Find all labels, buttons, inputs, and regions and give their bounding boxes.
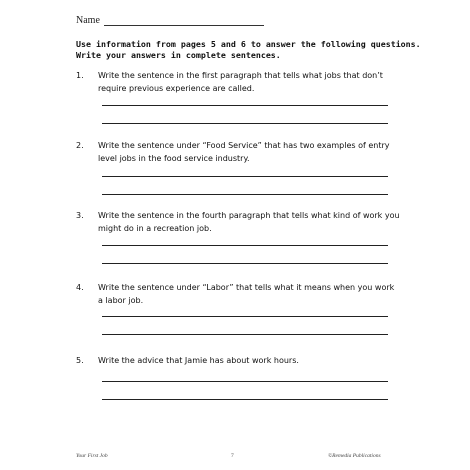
question-text-line-1: Write the sentence in the fourth paragraph that tells what kind of work you [98,211,400,220]
name-row [76,15,264,26]
question-number: 1. [76,71,84,80]
question-text [98,281,398,307]
question-number: 2. [76,141,84,150]
question-text [98,139,398,165]
answer-line-2b[interactable] [102,194,388,195]
question-text-line-2: require previous experience are called. [98,84,255,93]
question-number: 5. [76,356,84,365]
instructions-line-1: Use information from pages 5 and 6 to answer the following questions. [76,39,421,49]
answer-line-1a[interactable] [102,105,388,106]
question-text-line-2: level jobs in the food service industry. [98,154,250,163]
answer-line-4a[interactable] [102,316,388,317]
answer-line-3b[interactable] [102,263,388,264]
footer-page-number: 7 [231,453,234,459]
answer-line-2a[interactable] [102,176,388,177]
question-number: 3. [76,211,84,220]
instructions-line-2: Write your answers in complete sentences. [76,50,281,60]
name-label: Name [76,15,100,26]
question-number: 4. [76,283,84,292]
instructions [76,39,421,61]
answer-line-5b[interactable] [102,399,388,400]
question-text-line-1: Write the sentence in the first paragraph that tells what jobs that don’t [98,71,383,80]
footer-publisher: ©Remedia Publications [328,453,381,459]
answer-line-1b[interactable] [102,123,388,124]
question-text-line-1: Write the sentence under “Food Service” that has two examples of entry [98,141,390,150]
question-text [98,69,398,95]
question-text [98,354,398,367]
question-text-line-2: a labor job. [98,296,144,305]
name-answer-line[interactable] [104,16,264,26]
question-text-line-1: Write the advice that Jamie has about work hours. [98,356,299,365]
answer-line-3a[interactable] [102,245,388,246]
answer-line-4b[interactable] [102,334,388,335]
question-text [98,209,398,235]
answer-line-5a[interactable] [102,381,388,382]
question-text-line-1: Write the sentence under “Labor” that tells what it means when you work [98,283,395,292]
footer-title: Your First Job [76,453,108,459]
question-text-line-2: might do in a recreation job. [98,224,212,233]
